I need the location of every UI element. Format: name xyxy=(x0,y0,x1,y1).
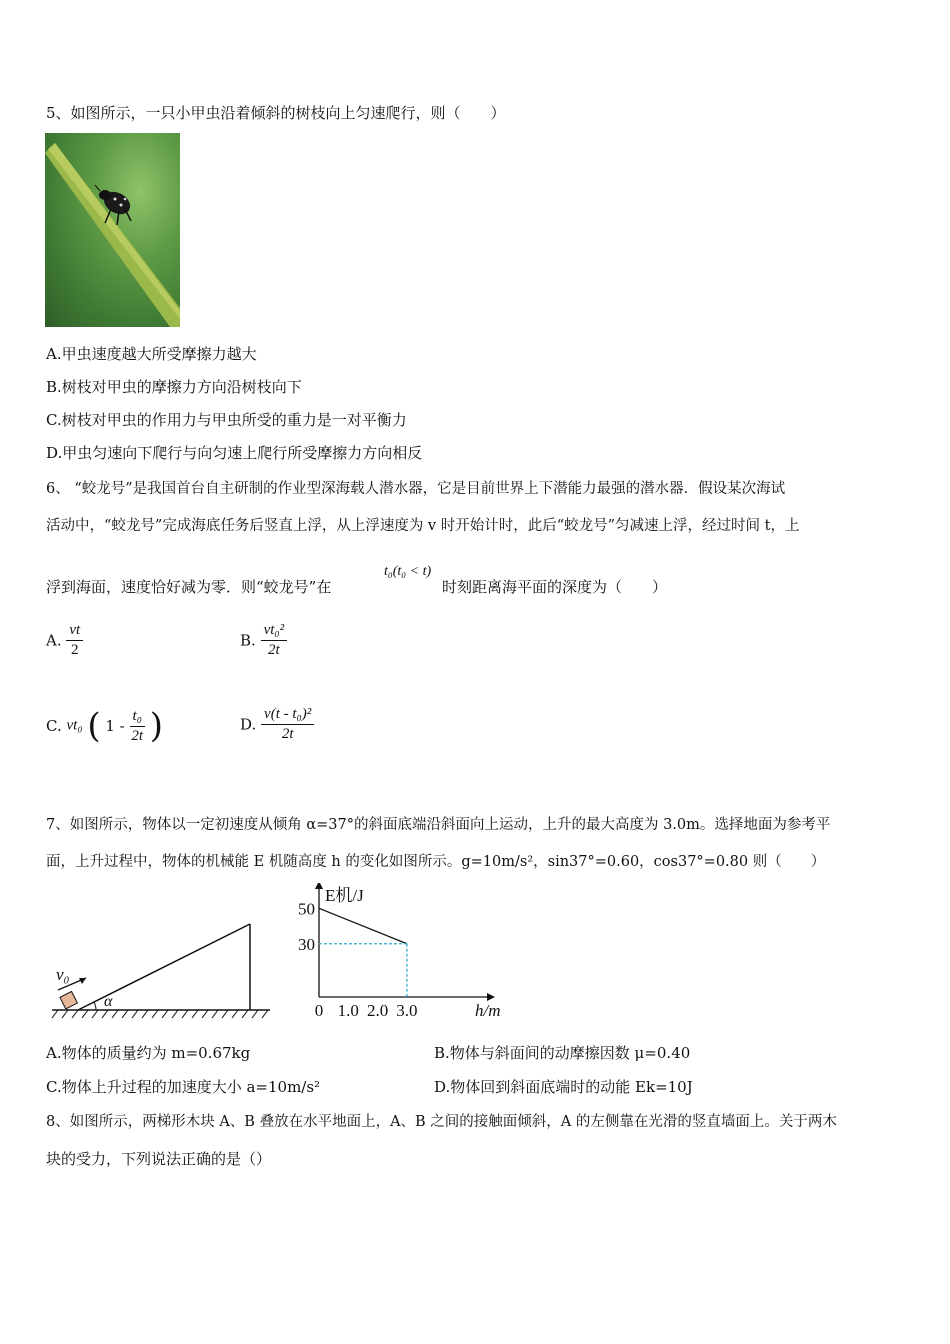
q6-line2: 活动中，“蛟龙号”完成海底任务后竖直上浮，从上浮速度为 v 时开始计时，此后“蛟龙号”匀减速上浮，经过时间 t，上 xyxy=(46,518,800,534)
q7-option-b: B.物体与斜面间的动摩擦因数 μ=0.40 xyxy=(434,1044,691,1062)
beetle-photo xyxy=(45,133,180,327)
option-label: C. xyxy=(46,717,62,735)
fraction xyxy=(66,622,83,659)
y-tick-label: 30 xyxy=(298,934,315,954)
fraction xyxy=(261,622,288,659)
q8-line2: 块的受力，下列说法正确的是（） xyxy=(46,1150,272,1168)
q8-line1: 8、如图所示，两梯形木块 A、B 叠放在水平地面上，A、B 之间的接触面倾斜，A 的左侧靠在光滑的竖直墙面上。关于两木 xyxy=(46,1114,837,1130)
numerator: vt₀² xyxy=(261,622,288,641)
q6-line3a: 浮到海面，速度恰好减为零．则“蛟龙号”在 xyxy=(46,578,332,596)
x-tick-label: 2.0 xyxy=(366,1001,389,1020)
fraction xyxy=(130,708,145,745)
q7-line2: 面，上升过程中，物体的机械能 E 机随高度 h 的变化如图所示。g=10m/s²，sin37°=0.60，cos37°=0.80 则（ ） xyxy=(46,854,826,870)
numerator: vt xyxy=(66,622,83,641)
ground-hatching xyxy=(52,1010,268,1018)
q6-line3b: 时刻距离海平面的深度为（ ） xyxy=(442,578,668,596)
option-label: D. xyxy=(240,715,257,734)
q7-option-d: D.物体回到斜面底端时的动能 Ek=10J xyxy=(434,1078,693,1096)
q5-option-c: C.树枝对甲虫的作用力与甲虫所受的重力是一对平衡力 xyxy=(46,411,407,429)
q5-option-a: A.甲虫速度越大所受摩擦力越大 xyxy=(46,345,257,363)
series-line xyxy=(319,908,407,943)
paren-left: ( xyxy=(87,706,101,746)
q5-option-b: B.树枝对甲虫的摩擦力方向沿树枝向下 xyxy=(46,378,302,396)
v0-label: v₀ xyxy=(56,965,70,984)
paren-right: ) xyxy=(149,706,163,746)
coefficient: vt₀ xyxy=(66,717,83,734)
chart-marks xyxy=(319,908,407,997)
q6-line1: 6、 “蛟龙号”是我国首台自主研制的作业型深海载人潜水器，它是目前世界上下潜能力最强的潜水器．假设某次海试 xyxy=(46,481,786,497)
q6-condition: t₀(t₀ < t) xyxy=(384,564,432,579)
energy-height-chart xyxy=(285,883,505,1025)
denominator: 2 xyxy=(71,642,79,658)
block xyxy=(60,991,77,1008)
q6-option-d xyxy=(240,706,314,743)
fraction xyxy=(261,706,314,743)
x-axis-label: h/m xyxy=(475,1001,501,1020)
x-axis-arrow xyxy=(487,993,495,1001)
numerator: v(t - t₀)² xyxy=(261,706,314,725)
q6-option-b xyxy=(240,622,287,659)
x-tick-label: 1.0 xyxy=(337,1001,359,1020)
option-label: B. xyxy=(240,631,256,650)
denominator: 2t xyxy=(281,726,294,742)
q7-option-c: C.物体上升过程的加速度大小 a=10m/s² xyxy=(46,1078,321,1096)
x-tick-label: 3.0 xyxy=(396,1001,418,1020)
q6-option-c xyxy=(46,706,163,746)
chart-labels xyxy=(298,886,501,1020)
option-label: A. xyxy=(46,631,62,650)
denominator: 2t xyxy=(268,642,280,658)
q5-stem: 5、如图所示，一只小甲虫沿着倾斜的树枝向上匀速爬行，则（ ） xyxy=(46,104,506,122)
q7-option-a: A.物体的质量约为 m=0.67kg xyxy=(46,1044,251,1062)
x-tick-label: 0 xyxy=(314,1001,324,1020)
incline-figure xyxy=(50,918,275,1026)
term: 1 - xyxy=(105,717,125,735)
numerator: t₀ xyxy=(130,708,145,727)
y-tick-label: 50 xyxy=(298,899,315,919)
y-axis-arrow xyxy=(315,883,323,889)
q6-option-a xyxy=(46,622,83,659)
q7-line1: 7、如图所示，物体以一定初速度从倾角 α=37°的斜面底端沿斜面向上运动，上升的最大高度为 3.0m。选择地面为参考平 xyxy=(46,817,831,833)
q5-option-d: D.甲虫匀速向下爬行与向匀速上爬行所受摩擦力方向相反 xyxy=(46,444,423,462)
denominator: 2t xyxy=(131,727,144,744)
alpha-label: α xyxy=(104,993,113,1010)
y-axis-label: E机/J xyxy=(325,886,364,905)
